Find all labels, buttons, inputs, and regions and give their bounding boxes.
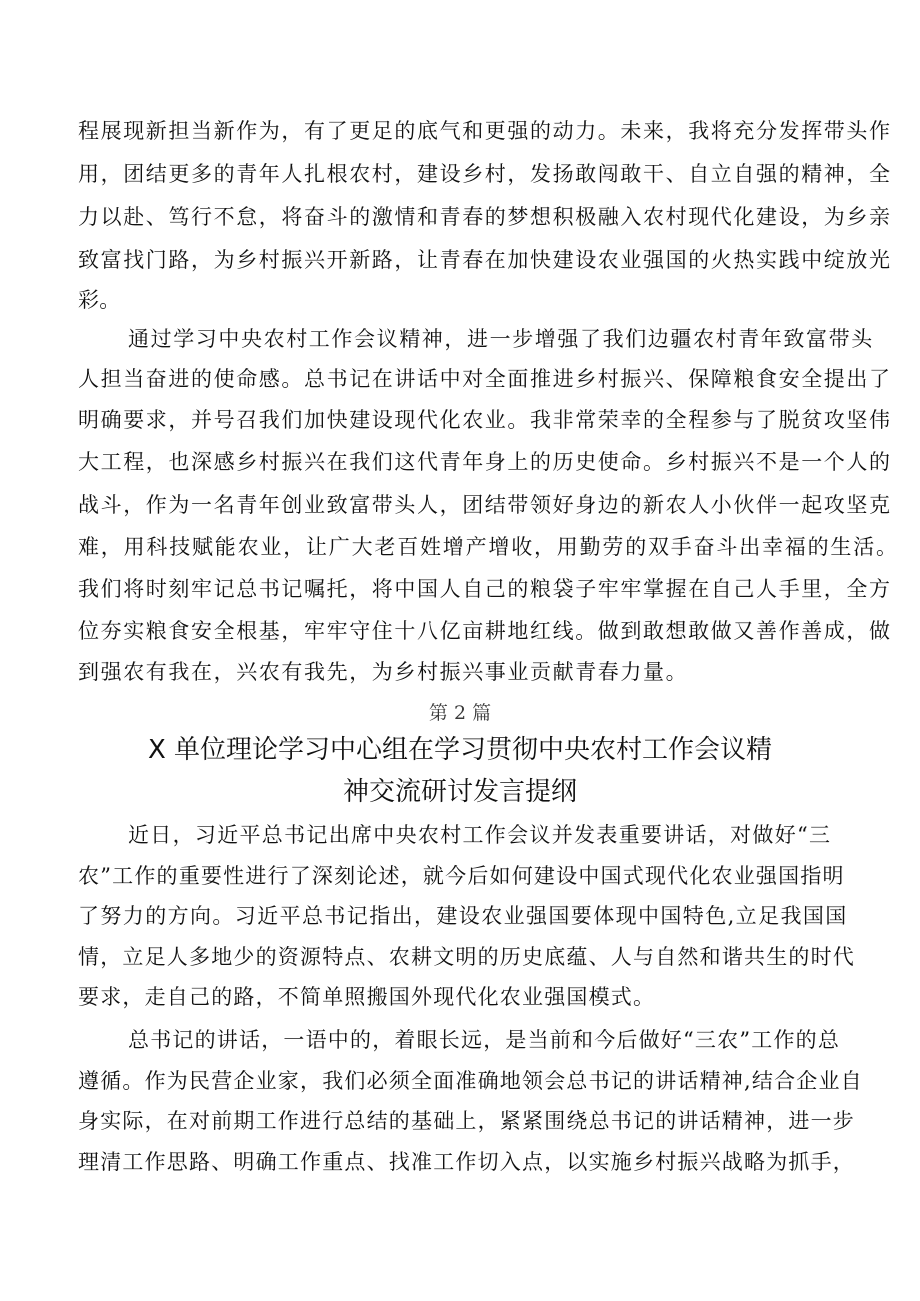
paragraph-line: 明确要求，并号召我们加快建设现代化农业。我非常荣幸的全程参与了脱贫攻坚伟 (78, 408, 892, 432)
paragraph-line: 彩。 (78, 288, 121, 312)
title-line: X 单位理论学习中心组在学习贯彻中央农村工作会议精 (147, 735, 773, 765)
paragraph-line: 难，用科技赋能农业，让广大老百姓增产增收，用勤劳的双手奋斗出幸福的生活。 (78, 535, 899, 559)
paragraph-line: 农”工作的重要性进行了深刻论述，就今后如何建设中国式现代化农业强国指明 (78, 864, 845, 888)
paragraph-line: 情，立足人多地少的资源特点、农耕文明的历史底蕴、人与自然和谐共生的时代 (78, 945, 855, 969)
section-label: 第 2 篇 (428, 702, 492, 724)
paragraph-line: 了努力的方向。习近平总书记指出，建设农业强国要体现中国特色,立足我国国 (78, 904, 848, 928)
paragraph-line: 大工程，也深感乡村振兴在我们这代青年身上的历史使命。乡村振兴不是一个人的 (78, 450, 892, 474)
paragraph-line: 致富找门路，为乡村振兴开新路，让青春在加快建设农业强国的火热实践中绽放光 (78, 248, 892, 272)
title-line: 神交流研讨发言提纲 (342, 777, 577, 807)
paragraph-line: 身实际，在对前期工作进行总结的基础上，紧紧围绕总书记的讲话精神，进一步 (78, 1109, 855, 1133)
paragraph-line: 总书记的讲话，一语中的，着眼长远，是当前和今后做好“三农”工作的总 (128, 1028, 841, 1052)
paragraph-line: 我们将时刻牢记总书记嘱托，将中国人自己的粮袋子牢牢掌握在自己人手里，全方 (78, 577, 892, 601)
paragraph-line: 用，团结更多的青年人扎根农村，建设乡村，发扬敢闯敢干、自立自强的精神，全 (78, 162, 892, 186)
paragraph-line: 要求，走自己的路，不简单照搬国外现代化农业强国模式。 (78, 985, 656, 1009)
paragraph-line: 力以赴、笃行不怠，将奋斗的激情和青春的梦想积极融入农村现代化建设，为乡亲 (78, 205, 892, 229)
paragraph-line: 战斗，作为一名青年创业致富带头人，团结带领好身边的新农人小伙伴一起攻坚克 (78, 493, 892, 517)
paragraph-line: 人担当奋进的使命感。总书记在讲话中对全面推进乡村振兴、保障粮食安全提出了 (78, 367, 892, 391)
paragraph-line: 近日，习近平总书记出席中央农村工作会议并发表重要讲话，对做好“三 (128, 823, 832, 847)
paragraph-line: 位夯实粮食安全根基，牢牢守住十八亿亩耕地红线。做到敢想敢做又善作善成，做 (78, 619, 892, 643)
paragraph-line: 理清工作思路、明确工作重点、找准工作切入点，以实施乡村振兴战略为抓手， (78, 1150, 855, 1174)
paragraph-line: 遵循。作为民营企业家，我们必须全面准确地领会总书记的讲话精神,结合企业自 (78, 1069, 863, 1093)
paragraph-line: 程展现新担当新作为，有了更足的底气和更强的动力。未来，我将充分发挥带头作 (78, 119, 892, 143)
paragraph-line: 通过学习中央农村工作会议精神，进一步增强了我们边疆农村青年致富带头 (128, 327, 874, 351)
paragraph-line: 到强农有我在，兴农有我先，为乡村振兴事业贡献青春力量。 (78, 660, 689, 684)
